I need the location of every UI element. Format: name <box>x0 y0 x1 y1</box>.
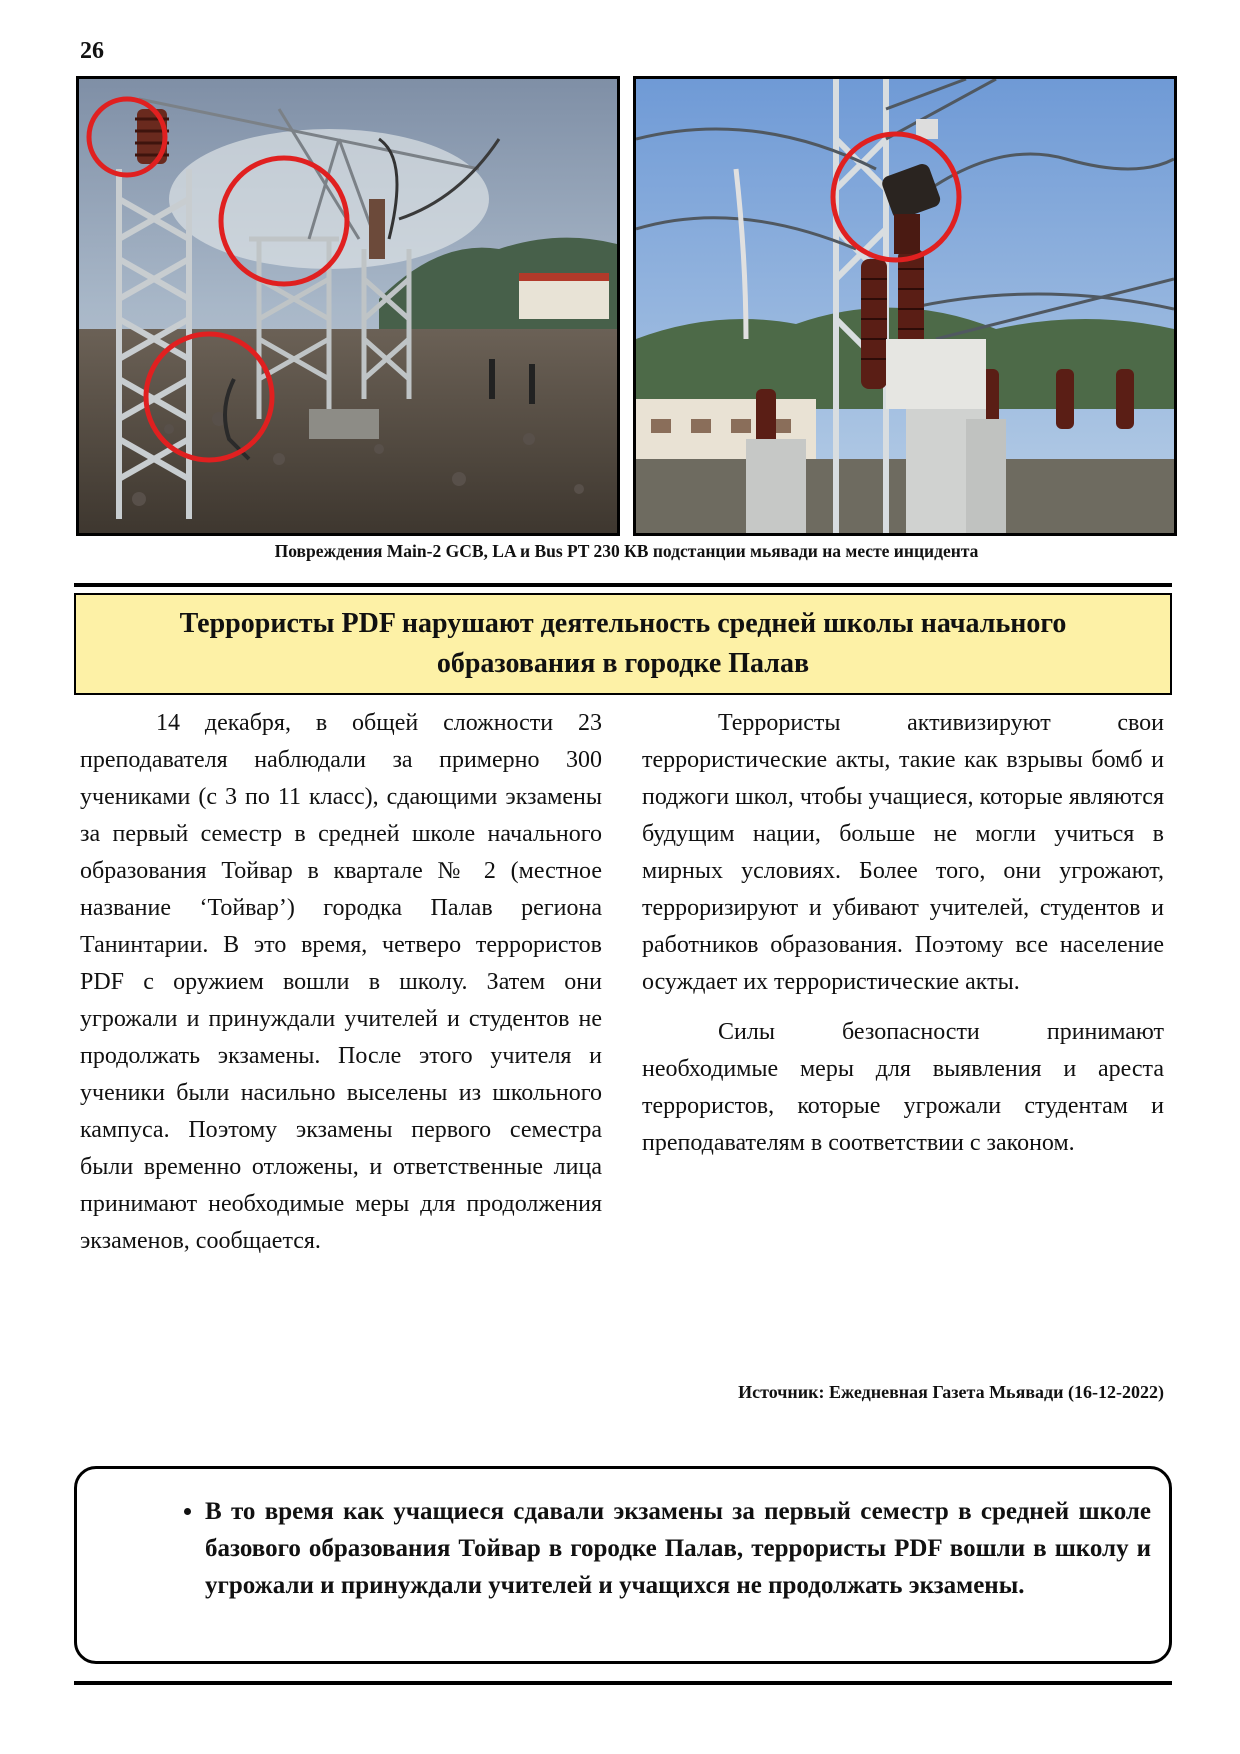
article-column-left <box>80 705 602 1260</box>
article-headline <box>74 593 1172 695</box>
article-headline-text: Террористы PDF нарушают деятельность средней школы начального образования в городке Палав <box>179 608 1067 679</box>
substation-photo-left <box>76 76 620 536</box>
substation-photo-right <box>633 76 1177 536</box>
summary-bullet: • В то время как учащиеся сдавали экзамены за первый семестр в средней школе базового образования Тойвар в городке Палав, террористы PDF вошли в школу и угрожали и принуждали учителей и учащихся не продолжать экзамены. <box>205 1493 1151 1604</box>
section-divider-top <box>74 583 1172 587</box>
article-paragraph: Силы безопасности принимают необходимые меры для выявления и ареста террористов, которые угрожали студентам и преподавателям в соответствии с законом. <box>642 1019 1164 1156</box>
section-divider-bottom <box>74 1681 1172 1685</box>
article-column-right <box>642 705 1164 1162</box>
substation-photo-right-image <box>636 79 1174 533</box>
summary-box <box>74 1466 1172 1664</box>
photo-caption: Повреждения Main-2 GCB, LA и Bus PT 230 КВ подстанции мьявади на месте инцидента <box>274 541 979 561</box>
summary-list <box>127 1493 1151 1604</box>
article-paragraph: Террористы активизируют свои террористические акты, такие как взрывы бомб и поджоги школ, чтобы учащиеся, которые являются будущим нации, больше не могли учиться в мирных условиях. Более того, они угрожают, терроризируют и убивают учителей, студентов и работников образования. Поэтому все население осуждает их террористические акты. <box>642 710 1164 995</box>
article-source: Источник: Ежедневная Газета Мьявади (16-12-2022) <box>738 1382 1164 1402</box>
page-number: 26 <box>80 38 104 64</box>
article-paragraph: 14 декабря, в общей сложности 23 преподавателя наблюдали за примерно 300 учениками (с 3 по 11 класс), сдающими экзамены за первый семестр в средней школе начального образования Тойвар в квартале № 2 (местное название ‘Тойвар’) городка Палав региона Танинтарии. В это время, четверо террористов PDF с оружием вошли в школу. Затем они угрожали и принуждали учителей и студентов не продолжать экзамены. После этого учителя и ученики были насильно выселены из школьного кампуса. Поэтому экзамены первого семестра были временно отложены, и ответственные лица принимают необходимые меры для продолжения экзаменов, сообщается. <box>80 710 602 1254</box>
substation-photo-left-image <box>79 79 617 533</box>
